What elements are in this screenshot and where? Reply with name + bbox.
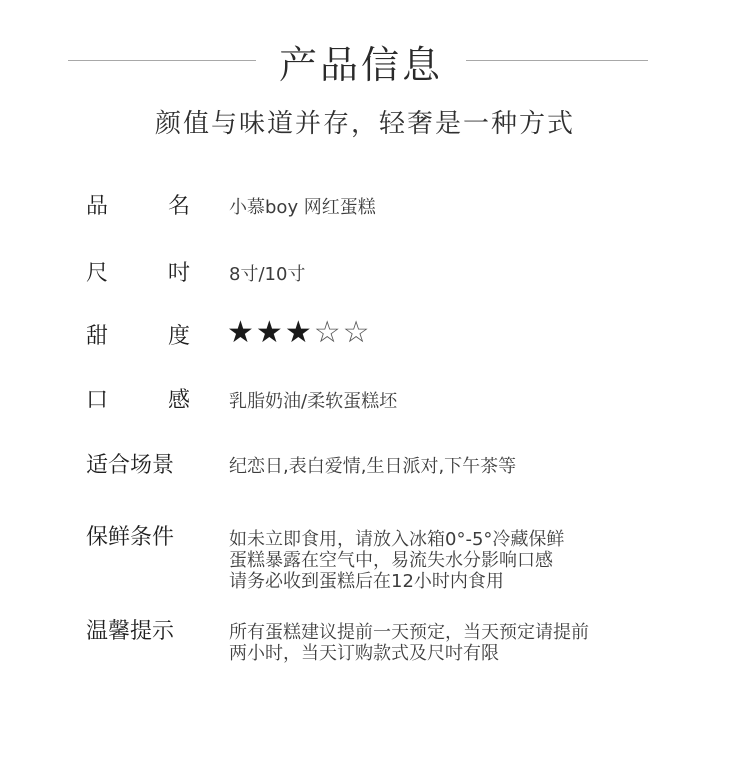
page-title: 产品信息 [278, 43, 443, 87]
row-value [229, 622, 699, 664]
row-label: 保鲜条件 [86, 525, 175, 550]
value-line: 如未立即食用，请放入冰箱0°-5°冷藏保鲜 [229, 529, 565, 550]
value-line: 两小时，当天订购款式及尺吋有限 [229, 643, 499, 664]
filled-star-icon: ★ [255, 315, 285, 350]
row-label-char: 名 [167, 194, 190, 219]
row-label-char: 尺 [86, 261, 109, 286]
value-line: 请务必收到蛋糕后在12小时内食用 [229, 571, 504, 592]
row-label-char: 感 [167, 388, 190, 413]
row-label-char: 吋 [167, 261, 190, 286]
value-line: 纪恋日,表白爱情,生日派对,下午茶等 [229, 456, 517, 477]
title-divider-right [466, 60, 648, 61]
value-line: 蛋糕暴露在空气中，易流失水分影响口感 [229, 550, 553, 571]
row-label-char: 品 [86, 194, 109, 219]
value-line: 8寸/10寸 [229, 264, 306, 285]
sweetness-rating [227, 315, 372, 350]
row-label: 适合场景 [86, 453, 175, 478]
row-label-char: 甜 [86, 324, 109, 349]
filled-star-icon: ★ [284, 315, 314, 350]
row-label-char: 口 [86, 388, 109, 413]
value-line: 所有蛋糕建议提前一天预定，当天预定请提前 [229, 622, 589, 643]
title-divider-left [68, 60, 256, 61]
row-value [229, 264, 699, 285]
row-label: 温馨提示 [86, 619, 175, 644]
row-label [86, 259, 190, 289]
page-subtitle: 颜值与味道并存，轻奢是一种方式 [154, 109, 575, 139]
value-line: 乳脂奶油/柔软蛋糕坯 [229, 391, 398, 412]
row-label [86, 192, 190, 222]
empty-star-icon: ☆ [342, 315, 372, 350]
value-line: 小慕boy 网红蛋糕 [229, 197, 376, 218]
row-value [229, 456, 699, 477]
row-label-char: 度 [167, 324, 190, 349]
filled-star-icon: ★ [227, 315, 256, 350]
row-label [86, 322, 190, 352]
row-label [86, 386, 190, 416]
empty-star-icon: ☆ [313, 315, 343, 350]
row-value [229, 391, 699, 412]
row-value [229, 197, 699, 218]
title-row [0, 40, 730, 90]
row-value [229, 529, 699, 592]
